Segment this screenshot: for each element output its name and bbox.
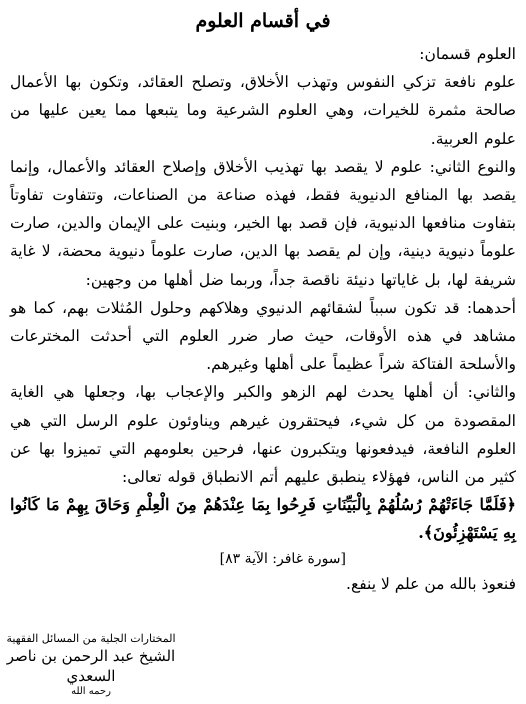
closing-row [10,571,516,631]
verse-citation: [سورة غافر: الآية ٨٣] [219,551,346,568]
closing-line: فنعوذ بالله من علم لا ينفع. [346,575,516,594]
source-book-title: المختارات الجلية من المسائل الفقهية [6,632,176,645]
paragraph-beneficial-sciences: علوم نافعة تزكي النفوس وتهذب الأخلاق، وتصلح العقائد، وتكون بها الأعمال صالحة مثمرة للخيرات، وهي العلوم الشرعية وما يتبعها مما يعين عليها من علوم العربية. [10,73,516,148]
citation-row [10,547,516,571]
paragraph-first-aspect: أحدهما: قد تكون سبباً لشقائهم الدنيوي وهلاكهم وحلول المُثلات بهم، كما هو مشاهد في هذه الأوقات، حيث صار ضرر العلوم التي أحدثت المخترعات والأسلحة الفتاكة شراً عظيماً على أهلها وغيرهم. [10,298,516,374]
paragraph-second-aspect: والثاني: أن أهلها يحدث لهم الزهو والكبر والإعجاب بها، وجعلها هي الغاية المقصودة من كل شيء، فيحتقرون غيرهم ويناوئون علوم الرسل التي هي العلوم النافعة، فيدفعونها ويتكبرون عنها، فرحين بعلومهم التي تميزوا بها عن كثير من الناس، فهؤلاء ينطبق عليهم أتم الانطباق قوله تعالى: [10,383,516,487]
source-author: الشيخ عبد الرحمن بن ناصر السعدي [6,647,176,685]
source-attribution [6,631,176,698]
author-honorific: رحمه الله [71,686,111,697]
page-title: في أقسام العلوم [195,10,331,32]
paragraph-second-type: والنوع الثاني: علوم لا يقصد بها تهذيب الأخلاق وإصلاح العقائد والأعمال، وإنما يقصد بها المنافع الدنيوية فقط، فهذه صناعة من الصناعات، وتتفاوت تفاوتاً بتفاوت منافعها الدنيوية، فإن قصد بها الخير، وبنيت على الإيمان والدين، صارت علوماً دنيوية دينية، وإن لم يقصد بها الدين، صارت علوماً دنيوية محضة، لا غاية شريفة لها، بل غاياتها دنيئة ناقصة جداً، وربما ضل أهلها من وجهين: [10,157,516,289]
paragraph-intro: العلوم قسمان: [419,45,516,63]
quran-verse: ﴿فَلَمَّا جَاءَتْهُمْ رُسُلُهُمْ بِالْبَيِّنَاتِ فَرِحُوا بِمَا عِنْدَهُمْ مِنَ الْعِلْمِ وَحَاقَ بِهِمْ مَا كَانُوا بِهِ يَسْتَهْزِئُونَ﴾. [10,495,516,543]
